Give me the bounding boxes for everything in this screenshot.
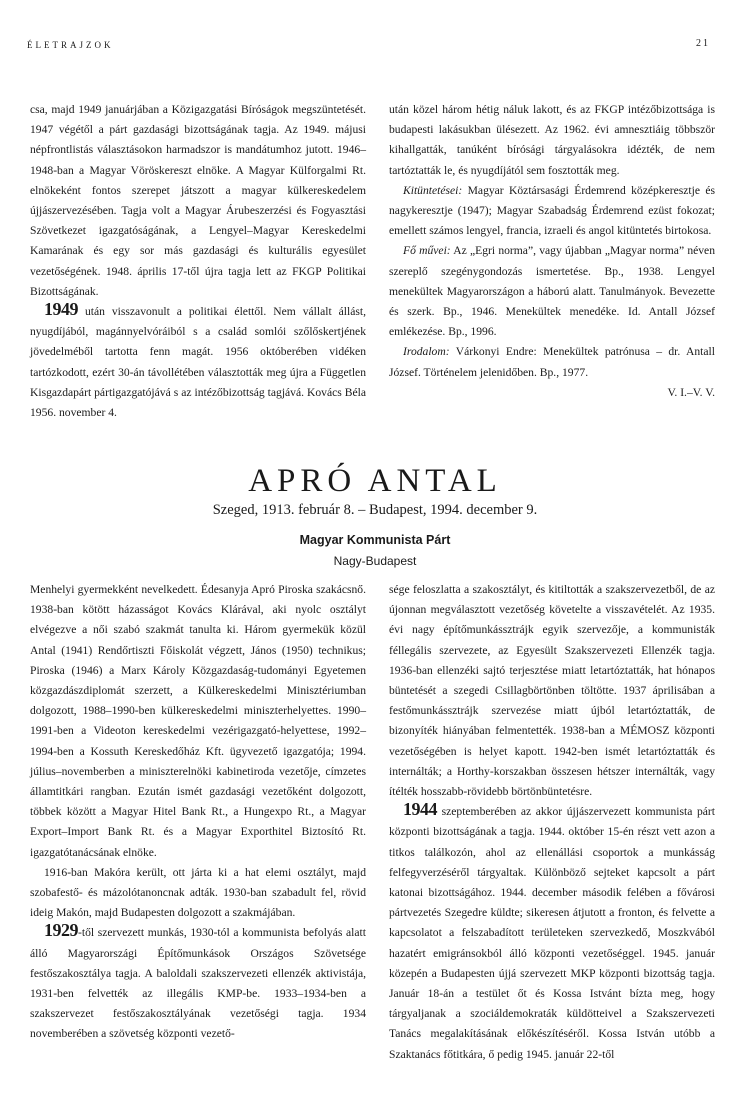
section-label: Irodalom:: [403, 345, 450, 359]
section-label: ÉLETRAJZOK: [27, 40, 114, 50]
year-marker: 1929: [44, 920, 78, 941]
previous-entry-left-column: [30, 100, 366, 423]
paragraph-text: Menhelyi gyermekként nevelkedett. Édesanyja Apró Piroska szakácsnő. 1938-ban kötött házasságot Kovács Klárával, aki nyolc osztályt elvégezve a női szabó szakmát tanulta ki. Három gyermekük közül Antal (1941) Rendőrtiszti Főiskolát végzett, János (1950) technikus; Piroska (1946) a Marx Károly Közgazdaság-tudományi Egyetemen közgazdászdiplomát szerzett, a Külkereskedelmi Minisztériumban dolgozott, 1988–1990-ben külkereskedelmi miniszterhelyettes. 1990–1991-ben a Videoton kereskedelmi vezérigazgató-helyettese, 1992–1994-ben a Kossuth Kereskedőház Kft. ügyvezető igazgatója; 1994. július–novemberben a miniszterelnöki kabinetiroda vezetője, címzetes államtitkári rangban. Ezután ismét gazdasági vezetőként dolgozott, többek között a Magyar Hitel Bank Rt., a Hungexpo Rt., a Magyar Export–Import Bank Rt. és a Magyar Exporthitel Biztosító Rt. igazgatótanácsának elnöke.: [30, 583, 366, 859]
paragraph: [30, 920, 366, 1044]
section-label: Fő művei:: [403, 244, 451, 258]
paragraph-text: 1916-ban Makóra került, ott járta ki a hat elemi osztályt, majd szobafestő- és mázolótanoncnak adták. 1930-ban szabadult fel, rövid ideig Makón, majd Budapesten dolgozott a szakmájában.: [30, 865, 366, 920]
paragraph: [389, 181, 715, 242]
paragraph: [30, 299, 367, 423]
previous-entry-right-column: [389, 100, 715, 403]
entry-title: APRÓ ANTAL: [248, 463, 502, 499]
paragraph-text: Magyar Köztársasági Érdemrend középkeresztje és nagykeresztje (1947); Magyar Szabadság Érdemrend ezüst fokozat; emellett számos lengyel, francia, izraeli és angol kitüntetés birtokosa.: [389, 183, 715, 238]
year-marker: 1944: [403, 799, 437, 820]
paragraph: [30, 100, 366, 302]
paragraph-text: csa, majd 1949 januárjában a Közigazgatási Bíróságok megszüntetését. 1947 végétől a párt gazdasági bizottságának tagja. Az 1949. májusi népfrontlistás választásokon harmadszor is mandátumhoz jutott. 1946–1948-ban a Magyar Vöröskereszt elnöke. A Magyar Külforgalmi Rt. elnökeként fontos szerepet játszott a magyar külkereskedelem újjászervezésében. Tagja volt a Magyar Árubeszerzési és Fogyasztási Szövetkezet igazgatóságának, a Lengyel–Magyar Kereskedelmi Kamarának és egy sor más gazdasági és kulturális egyesület vezetőségének. 1948. április 17-től újra tagja lett az FKGP Politikai Bizottságának.: [30, 103, 366, 298]
paragraph-text: sége feloszlatta a szakosztályt, és kitiltották a szakszervezetből, de az újonnan megválasztott vezetőség követelte a visszavételét. Az 1935. évi nagy építőmunkássztrájk egyik szervezője, a kommunisták féllegális szervezete, az Egyesült Szakszervezeti Ellenzék tagja. 1936-ban ellenzéki sajtó terjesztése miatt letartóztatták, hat hónapos büntetését a szegedi Csillagbörtönben töltötte. 1937 áprilisában a festőmunkássztrájk szervezése miatt újból letartóztatták, de bizonyíték hiányában felmentették. 1938-ban a MÉMOSZ központi vezetőségében is helyet kapott. 1942-ben ismét letartóztatták és internálták; a Horthy-korszakban összesen hétszer internálták, vagy ítélték hosszabb-rövidebb börtönbüntetésre.: [389, 583, 715, 799]
paragraph: [30, 580, 366, 863]
paragraph: [30, 863, 366, 924]
paragraph-text: után közel három hétig náluk lakott, és az FKGP intézőbizottsága is budapesti lakásukban ülésezett. Az 1962. évi amnesztiáig többször kihallgatták, tanúként bírósági tárgyalásokra idézték, de nem tartóztatták le, és nyugdíjától sem fosztották meg.: [389, 103, 715, 177]
biography-right-column: [389, 580, 715, 1065]
section-label: Kitüntetései:: [403, 183, 463, 197]
paragraph: [389, 342, 715, 382]
biography-left-column: [30, 580, 366, 1045]
paragraph: [389, 799, 715, 1065]
paragraph-text: Várkonyi Endre: Menekültek patrónusa – dr. Antall József. Történelem jelenidőben. Bp., 1977.: [389, 345, 715, 379]
paragraph-text: után visszavonult a politikai élettől. Nem vállalt állást, nyugdíjából, magánnyelvóráiból s a család somlói szőlőskertjének jövedelméből tartotta fenn magát. 1956 októberében vidéken tartózkodott, ezért 30-án távollétében választották meg újra a Független Kisgazdapárt pártigazgatójává s az intézőbizottság tagjává. Kovács Béla 1956. november 4.: [30, 305, 367, 420]
paragraph: [389, 100, 715, 181]
page-number: 21: [696, 38, 710, 49]
paragraph-text: szeptemberében az akkor újjászervezett kommunista párt központi bizottságának a tagja. 1944. október 15-én részt vett azon a titkos találkozón, ahol az ellenállási csoportok a munkásság felfegyverzéséről tárgyaltak. Különböző sejteket kapcsolt a párt katonai bizottságához. 1944. december második felében a fővárosi pártvezetés Szegedre küldte; sikeresen átjutott a fronton, és felvette a kapcsolatot a felszabadított területeken szervezkedő, Moszkvából hazatért emigránsokból álló központi vezetőséggel. 1945. január közepén a Budapesten újjá szervezett MKP központi bizottság tagja. Január 18-án a testület őt és Kossa Istvánt bízta meg, hogy tárgyaljanak a szociáldemokraták küldötteivel a Szakszervezeti Tanács megalakításának előkészítéséről. Kossa István utóbb a Szaktanács főtitkára, ő pedig 1945. január 22-től: [389, 805, 715, 1061]
birth-death-line: Szeged, 1913. február 8. – Budapest, 1994. december 9.: [212, 502, 538, 518]
paragraph: [389, 580, 715, 802]
paragraph-text: Az „Egri norma”, vagy újabban „Magyar norma” néven szereplő szegénygondozás ismertetése. Bp., 1938. Lengyel menekültek Magyarországon a háború alatt. Tanulmányok. Bevezette és szerk. Bp., 1946. Menekültek menedéke. Id. Antall József emlékezése. Bp., 1996.: [389, 244, 715, 339]
paragraph-text: -től szervezett munkás, 1930-tól a kommunista befolyás alatt álló Magyarországi Építőmunkások Országos Szövetsége festőszakosztálya tagja. A baloldali szakszervezeti ellenzék aktivistája, 1931-ben felvették az illegális KMP-be. 1933–1934-ben a szakszervezet festőszakosztályának vezetőségi tagja. 1934 novemberében a szövetség központi vezető-: [30, 926, 366, 1041]
page-header: [0, 38, 750, 58]
party-name: Magyar Kommunista Párt: [299, 533, 451, 547]
year-marker: 1949: [44, 299, 78, 320]
paragraph: [389, 241, 715, 342]
constituency: Nagy-Budapest: [333, 554, 417, 568]
author-signature: V. I.–V. V.: [667, 385, 715, 399]
